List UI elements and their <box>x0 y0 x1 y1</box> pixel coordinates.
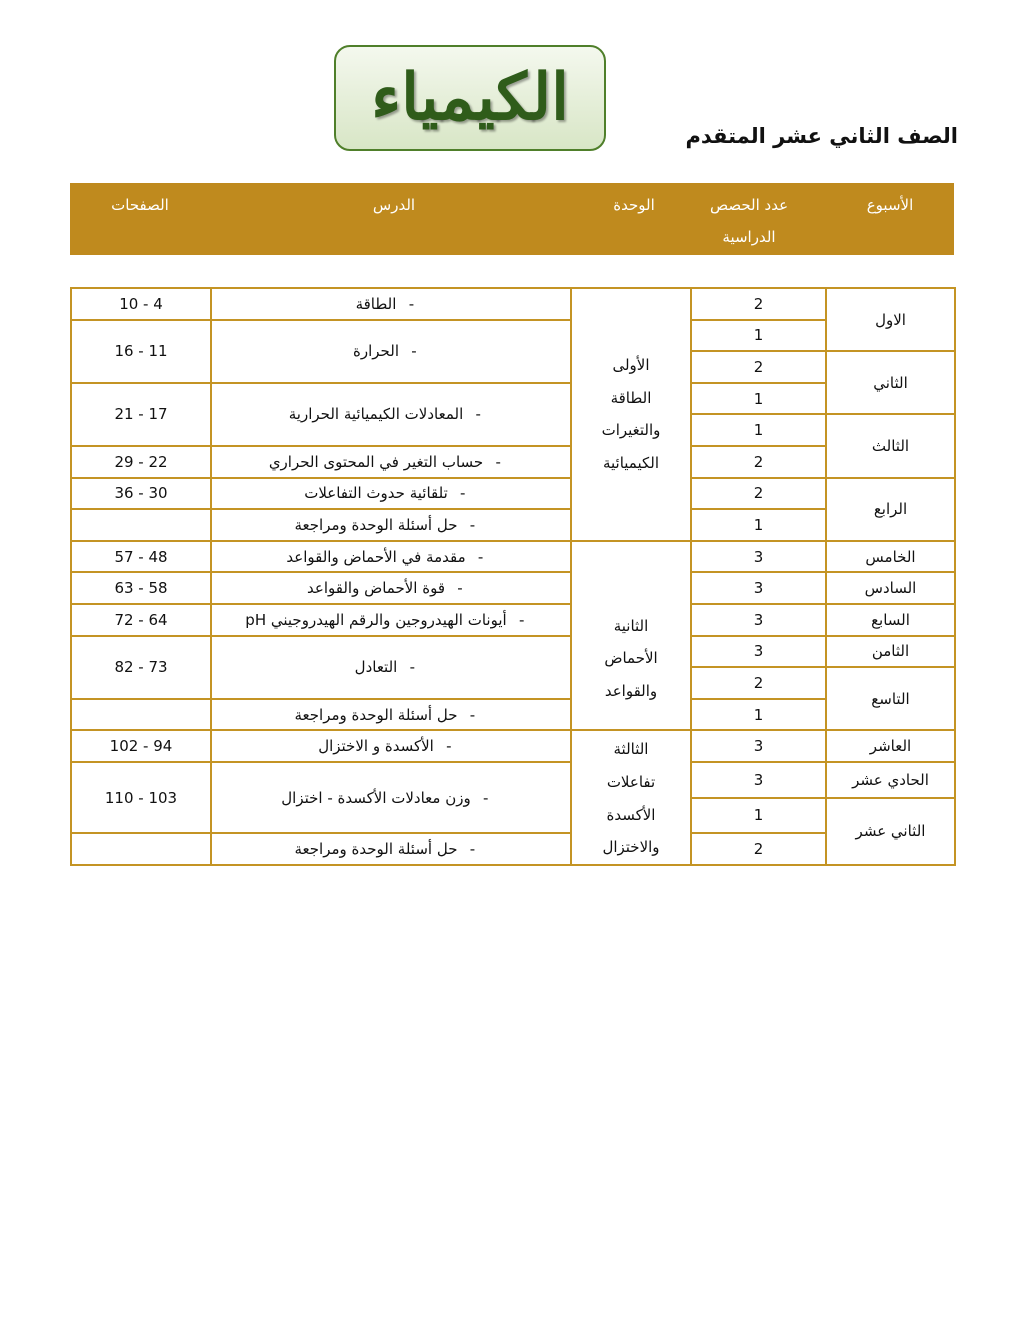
grade-subtitle: الصف الثاني عشر المتقدم <box>685 124 958 148</box>
lesson-title: الأكسدة و الاختزال <box>318 737 434 756</box>
pages-value: 29 - 22 <box>114 452 168 471</box>
lesson-cell <box>211 478 571 510</box>
header-lesson: الدرس <box>372 196 416 214</box>
unit-line: الطاقة <box>610 388 652 407</box>
header-pages: الصفحات <box>111 196 169 214</box>
table-row <box>71 730 955 762</box>
pages-cell <box>71 320 211 383</box>
week-cell: الخامس <box>826 541 955 573</box>
unit-cell <box>571 288 691 541</box>
lesson-cell <box>211 730 571 762</box>
lesson-dash: - <box>483 788 489 807</box>
periods-cell: 2 <box>691 351 826 383</box>
unit-line: الثانية <box>613 616 649 635</box>
unit-line: الثالثة <box>613 740 649 759</box>
week-cell: الرابع <box>826 478 955 541</box>
lesson-cell <box>211 446 571 478</box>
week-cell: الثامن <box>826 636 955 668</box>
lesson-dash: - <box>469 515 476 534</box>
periods-cell: 3 <box>691 636 826 668</box>
table-row <box>71 383 955 415</box>
periods-cell: 1 <box>691 509 826 541</box>
week-cell: السابع <box>826 604 955 636</box>
lesson-title: حل أسئلة الوحدة ومراجعة <box>294 515 458 534</box>
pages-value: 57 - 48 <box>114 547 168 566</box>
periods-cell: 3 <box>691 572 826 604</box>
lesson-cell <box>211 604 571 636</box>
lesson-cell <box>211 383 571 446</box>
unit-cell <box>571 730 691 864</box>
lesson-title: قوة الأحماض والقواعد <box>307 579 445 598</box>
lesson-title: حساب التغير في المحتوى الحراري <box>268 452 484 471</box>
unit-line: الأحماض <box>604 649 658 668</box>
pages-cell <box>71 604 211 636</box>
week-cell: الثاني عشر <box>826 798 955 865</box>
lesson-dash: - <box>409 658 416 677</box>
lesson-title: حل أسئلة الوحدة ومراجعة <box>294 705 458 724</box>
unit-line: والتغيرات <box>601 421 661 440</box>
periods-cell: 2 <box>691 478 826 510</box>
periods-cell: 1 <box>691 383 826 415</box>
week-cell: الحادي عشر <box>826 762 955 798</box>
lesson-dash: - <box>460 484 466 503</box>
lesson-cell <box>211 833 571 865</box>
header-periods-line2: الدراسية <box>722 228 776 246</box>
table-row <box>71 509 955 541</box>
lesson-dash: - <box>408 294 415 313</box>
title-banner <box>334 45 606 151</box>
page-title: الكيمياء <box>371 60 569 135</box>
lesson-dash: - <box>411 342 417 361</box>
pages-cell <box>71 762 211 833</box>
lesson-title: أيونات الهيدروجين والرقم الهيدروجيني pH <box>245 610 507 629</box>
periods-cell: 3 <box>691 762 826 798</box>
table-row <box>71 541 955 573</box>
lesson-title: المعادلات الكيميائية الحرارية <box>288 405 464 424</box>
lesson-dash: - <box>457 579 463 598</box>
pages-value: 82 - 73 <box>114 658 168 677</box>
table-row <box>71 636 955 668</box>
table-row <box>71 699 955 731</box>
unit-line: الكيميائية <box>602 453 660 472</box>
pages-cell <box>71 572 211 604</box>
periods-cell: 3 <box>691 604 826 636</box>
pages-value: 36 - 30 <box>114 484 168 503</box>
table-row <box>71 604 955 636</box>
lesson-dash: - <box>518 610 525 629</box>
lesson-title: وزن معادلات الأكسدة - اختزال <box>281 788 471 807</box>
week-cell: الاول <box>826 288 955 351</box>
lesson-dash: - <box>495 452 501 471</box>
unit-cell <box>571 541 691 731</box>
periods-cell: 2 <box>691 833 826 865</box>
lesson-title: التعادل <box>354 658 398 677</box>
pages-value: 16 - 11 <box>114 342 168 361</box>
pages-cell <box>71 478 211 510</box>
lesson-dash: - <box>469 705 476 724</box>
header-unit: الوحدة <box>613 196 655 214</box>
unit-line: والاختزال <box>602 838 660 857</box>
lesson-cell <box>211 541 571 573</box>
lesson-cell <box>211 572 571 604</box>
pages-cell <box>71 446 211 478</box>
lesson-cell <box>211 636 571 699</box>
table-row <box>71 572 955 604</box>
table-row <box>71 762 955 798</box>
lesson-title: تلقائية حدوث التفاعلات <box>304 484 448 503</box>
lesson-title: حل أسئلة الوحدة ومراجعة <box>294 839 458 858</box>
lesson-title: الحرارة <box>353 342 399 361</box>
table-row <box>71 320 955 352</box>
lesson-cell <box>211 699 571 731</box>
pages-value: 110 - 103 <box>104 788 178 807</box>
pages-cell <box>71 636 211 699</box>
periods-cell: 3 <box>691 541 826 573</box>
pages-value: 10 - 4 <box>119 294 163 313</box>
week-cell: العاشر <box>826 730 955 762</box>
table-header <box>70 183 954 255</box>
pages-cell <box>71 833 211 865</box>
pages-cell <box>71 730 211 762</box>
pages-value: 63 - 58 <box>114 579 168 598</box>
pages-cell <box>71 509 211 541</box>
lesson-dash: - <box>446 737 452 756</box>
pages-cell <box>71 288 211 320</box>
pages-cell <box>71 383 211 446</box>
table-row <box>71 478 955 510</box>
table-row <box>71 446 955 478</box>
pages-cell <box>71 541 211 573</box>
periods-cell: 3 <box>691 730 826 762</box>
lesson-dash: - <box>469 839 476 858</box>
header-periods-line1: عدد الحصص <box>709 196 789 214</box>
lesson-title: مقدمة في الأحماض والقواعد <box>286 547 466 566</box>
pages-value: 102 - 94 <box>109 737 173 756</box>
periods-cell: 1 <box>691 414 826 446</box>
lesson-cell <box>211 288 571 320</box>
unit-line: الأكسدة <box>606 805 656 824</box>
lesson-title: الطاقة <box>355 294 397 313</box>
periods-cell: 2 <box>691 288 826 320</box>
pages-value: 21 - 17 <box>114 405 168 424</box>
pages-cell <box>71 699 211 731</box>
table-row <box>71 288 955 320</box>
periods-cell: 1 <box>691 699 826 731</box>
unit-line: الأولى <box>612 356 650 375</box>
lesson-cell <box>211 509 571 541</box>
lesson-cell <box>211 762 571 833</box>
periods-cell: 1 <box>691 798 826 834</box>
week-cell: السادس <box>826 572 955 604</box>
header-periods <box>684 189 814 253</box>
week-cell: التاسع <box>826 667 955 730</box>
week-cell: الثاني <box>826 351 955 414</box>
periods-cell: 2 <box>691 446 826 478</box>
unit-line: والقواعد <box>604 681 658 700</box>
lesson-dash: - <box>477 547 484 566</box>
table-row <box>71 833 955 865</box>
header-week: الأسبوع <box>866 196 914 214</box>
lesson-dash: - <box>475 405 481 424</box>
periods-cell: 2 <box>691 667 826 699</box>
unit-line: تفاعلات <box>606 772 656 791</box>
schedule-table <box>70 287 956 866</box>
week-cell: الثالث <box>826 414 955 477</box>
lesson-cell <box>211 320 571 383</box>
pages-value: 72 - 64 <box>114 610 168 629</box>
periods-cell: 1 <box>691 320 826 352</box>
